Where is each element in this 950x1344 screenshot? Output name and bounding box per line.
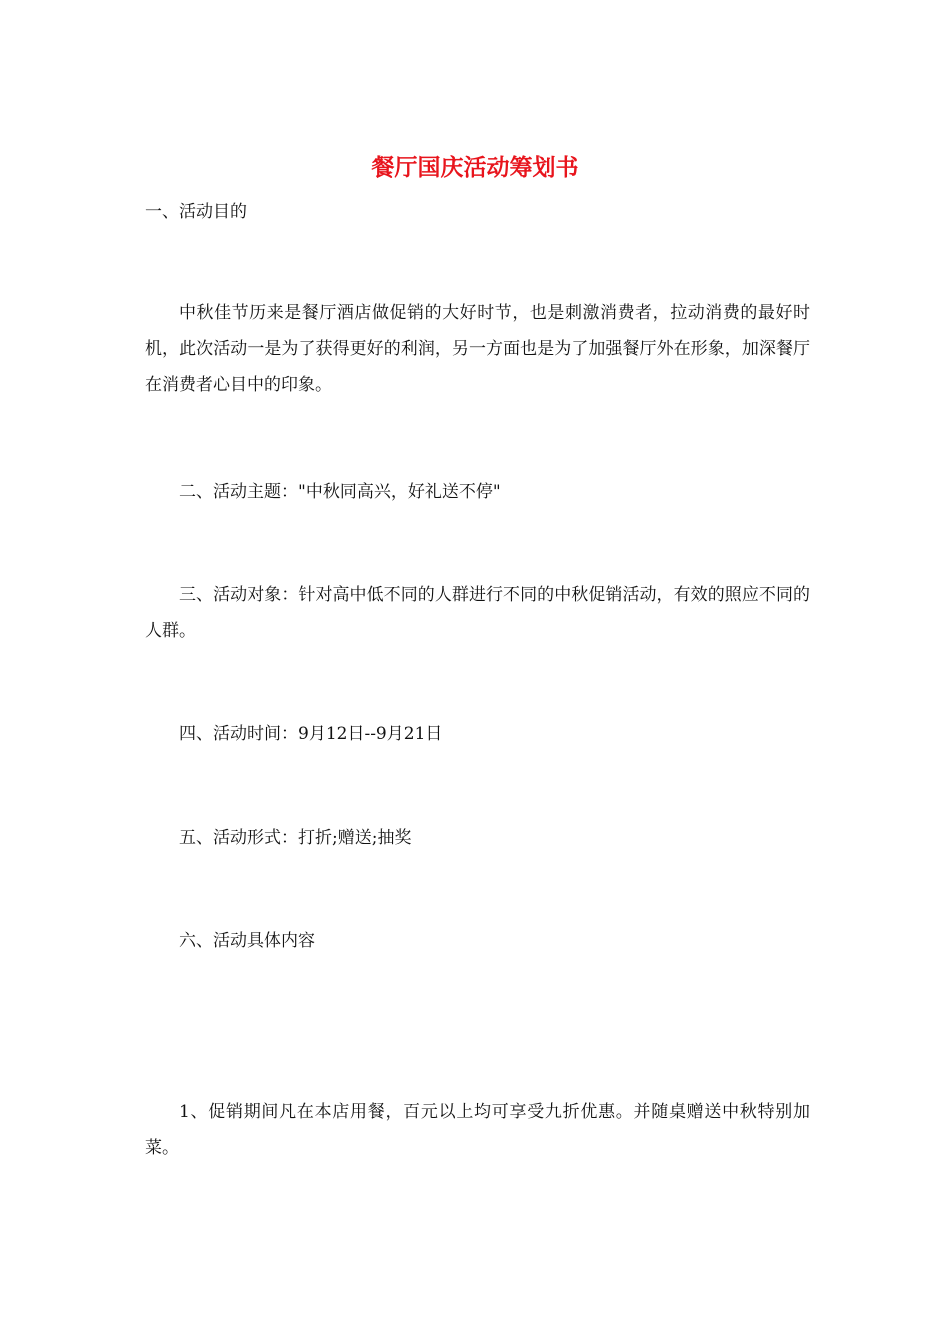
section-body-purpose: 中秋佳节历来是餐厅酒店做促销的大好时节，也是刺激消费者，拉动消费的最好时机，此次活动一是为了获得更好的利润，另一方面也是为了加强餐厅外在形象，加深餐厅在消费者心目中的印象。 <box>145 303 810 395</box>
section-content-heading: 六、活动具体内容 <box>179 931 315 951</box>
section-heading-purpose: 一、活动目的 <box>145 202 247 222</box>
content-item-1: 1、促销期间凡在本店用餐，百元以上均可享受九折优惠。并随桌赠送中秋特别加菜。 <box>145 1102 810 1158</box>
section-time: 四、活动时间：9月12日--9月21日 <box>179 724 443 744</box>
section-theme: 二、活动主题："中秋同高兴，好礼送不停" <box>179 482 501 502</box>
section-format: 五、活动形式：打折;赠送;抽奖 <box>179 828 412 848</box>
document-title: 餐厅国庆活动筹划书 <box>371 155 579 181</box>
section-audience: 三、活动对象：针对高中低不同的人群进行不同的中秋促销活动，有效的照应不同的人群。 <box>145 585 810 641</box>
